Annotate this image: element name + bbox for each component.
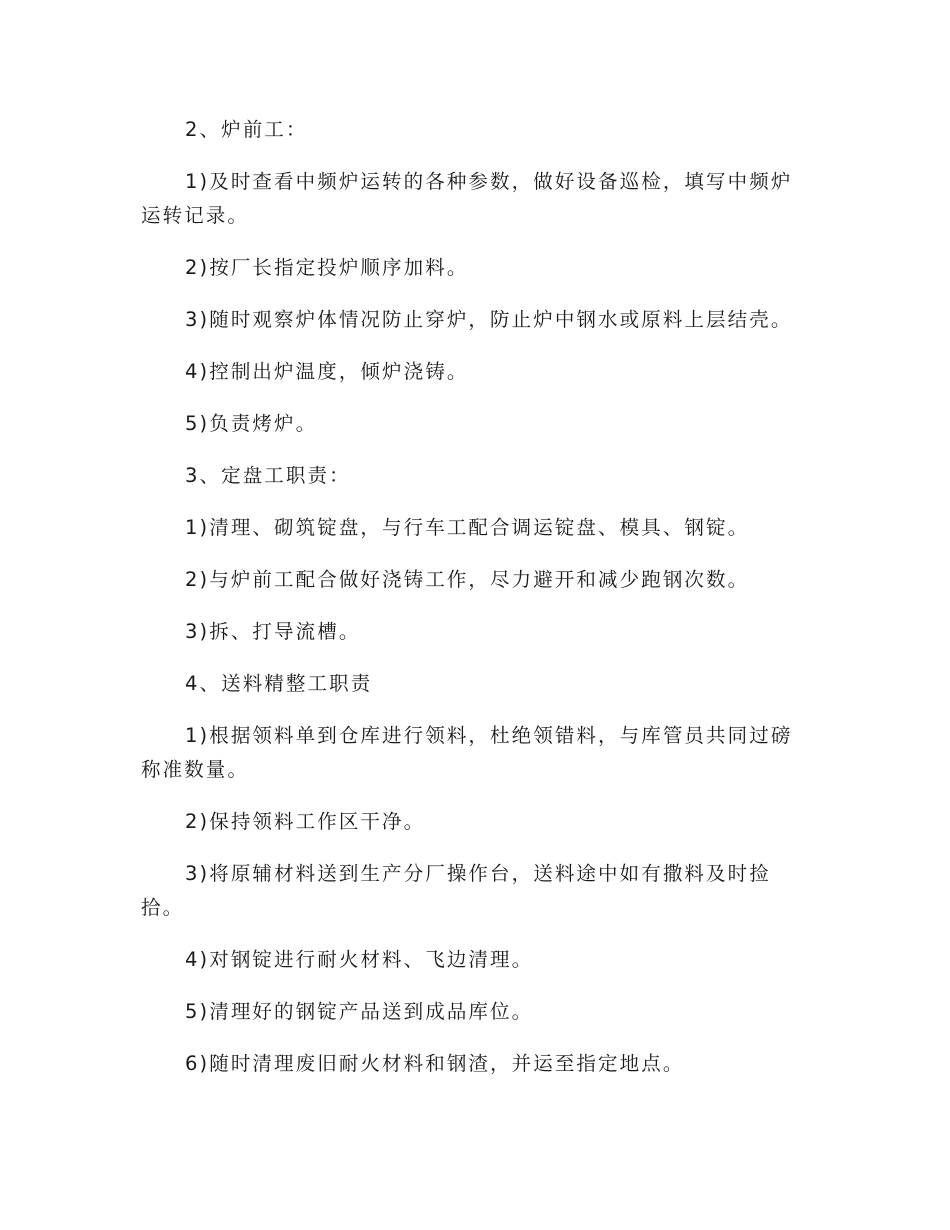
list-item: 6)随时清理废旧耐火材料和钢渣，并运至指定地点。 [185, 1052, 685, 1075]
list-item: 1)根据领料单到仓库进行领料，杜绝领错料，与库管员共同过磅称准数量。 [141, 724, 793, 781]
list-item: 1)及时查看中频炉运转的各种参数，做好设备巡检，填写中频炉运转记录。 [141, 170, 793, 227]
list-item: 4)控制出炉温度，倾炉浇铸。 [185, 360, 469, 383]
list-item: 3)将原辅材料送到生产分厂操作台，送料途中如有撒料及时捡拾。 [141, 862, 771, 919]
list-item: 3)拆、打导流槽。 [185, 620, 361, 643]
section-heading-furnace-worker: 2、炉前工： [185, 118, 308, 141]
section-heading-tray-worker: 3、定盘工职责： [185, 464, 351, 487]
list-item: 2)按厂长指定投炉顺序加料。 [185, 256, 469, 279]
list-item: 5)负责烤炉。 [185, 412, 318, 435]
list-item: 1)清理、砌筑锭盘，与行车工配合调运锭盘、模具、钢锭。 [185, 516, 750, 539]
list-item: 3)随时观察炉体情况防止穿炉，防止炉中钢水或原料上层结壳。 [185, 308, 793, 331]
list-item: 5)清理好的钢锭产品送到成品库位。 [185, 1000, 534, 1023]
list-item: 2)与炉前工配合做好浇铸工作，尽力避开和减少跑钢次数。 [185, 568, 750, 591]
list-item: 4)对钢锭进行耐火材料、飞边清理。 [185, 948, 534, 971]
list-item: 2)保持领料工作区干净。 [185, 810, 426, 833]
section-heading-feeding-finishing-worker: 4、送料精整工职责 [185, 672, 373, 695]
document-body [141, 113, 801, 1099]
